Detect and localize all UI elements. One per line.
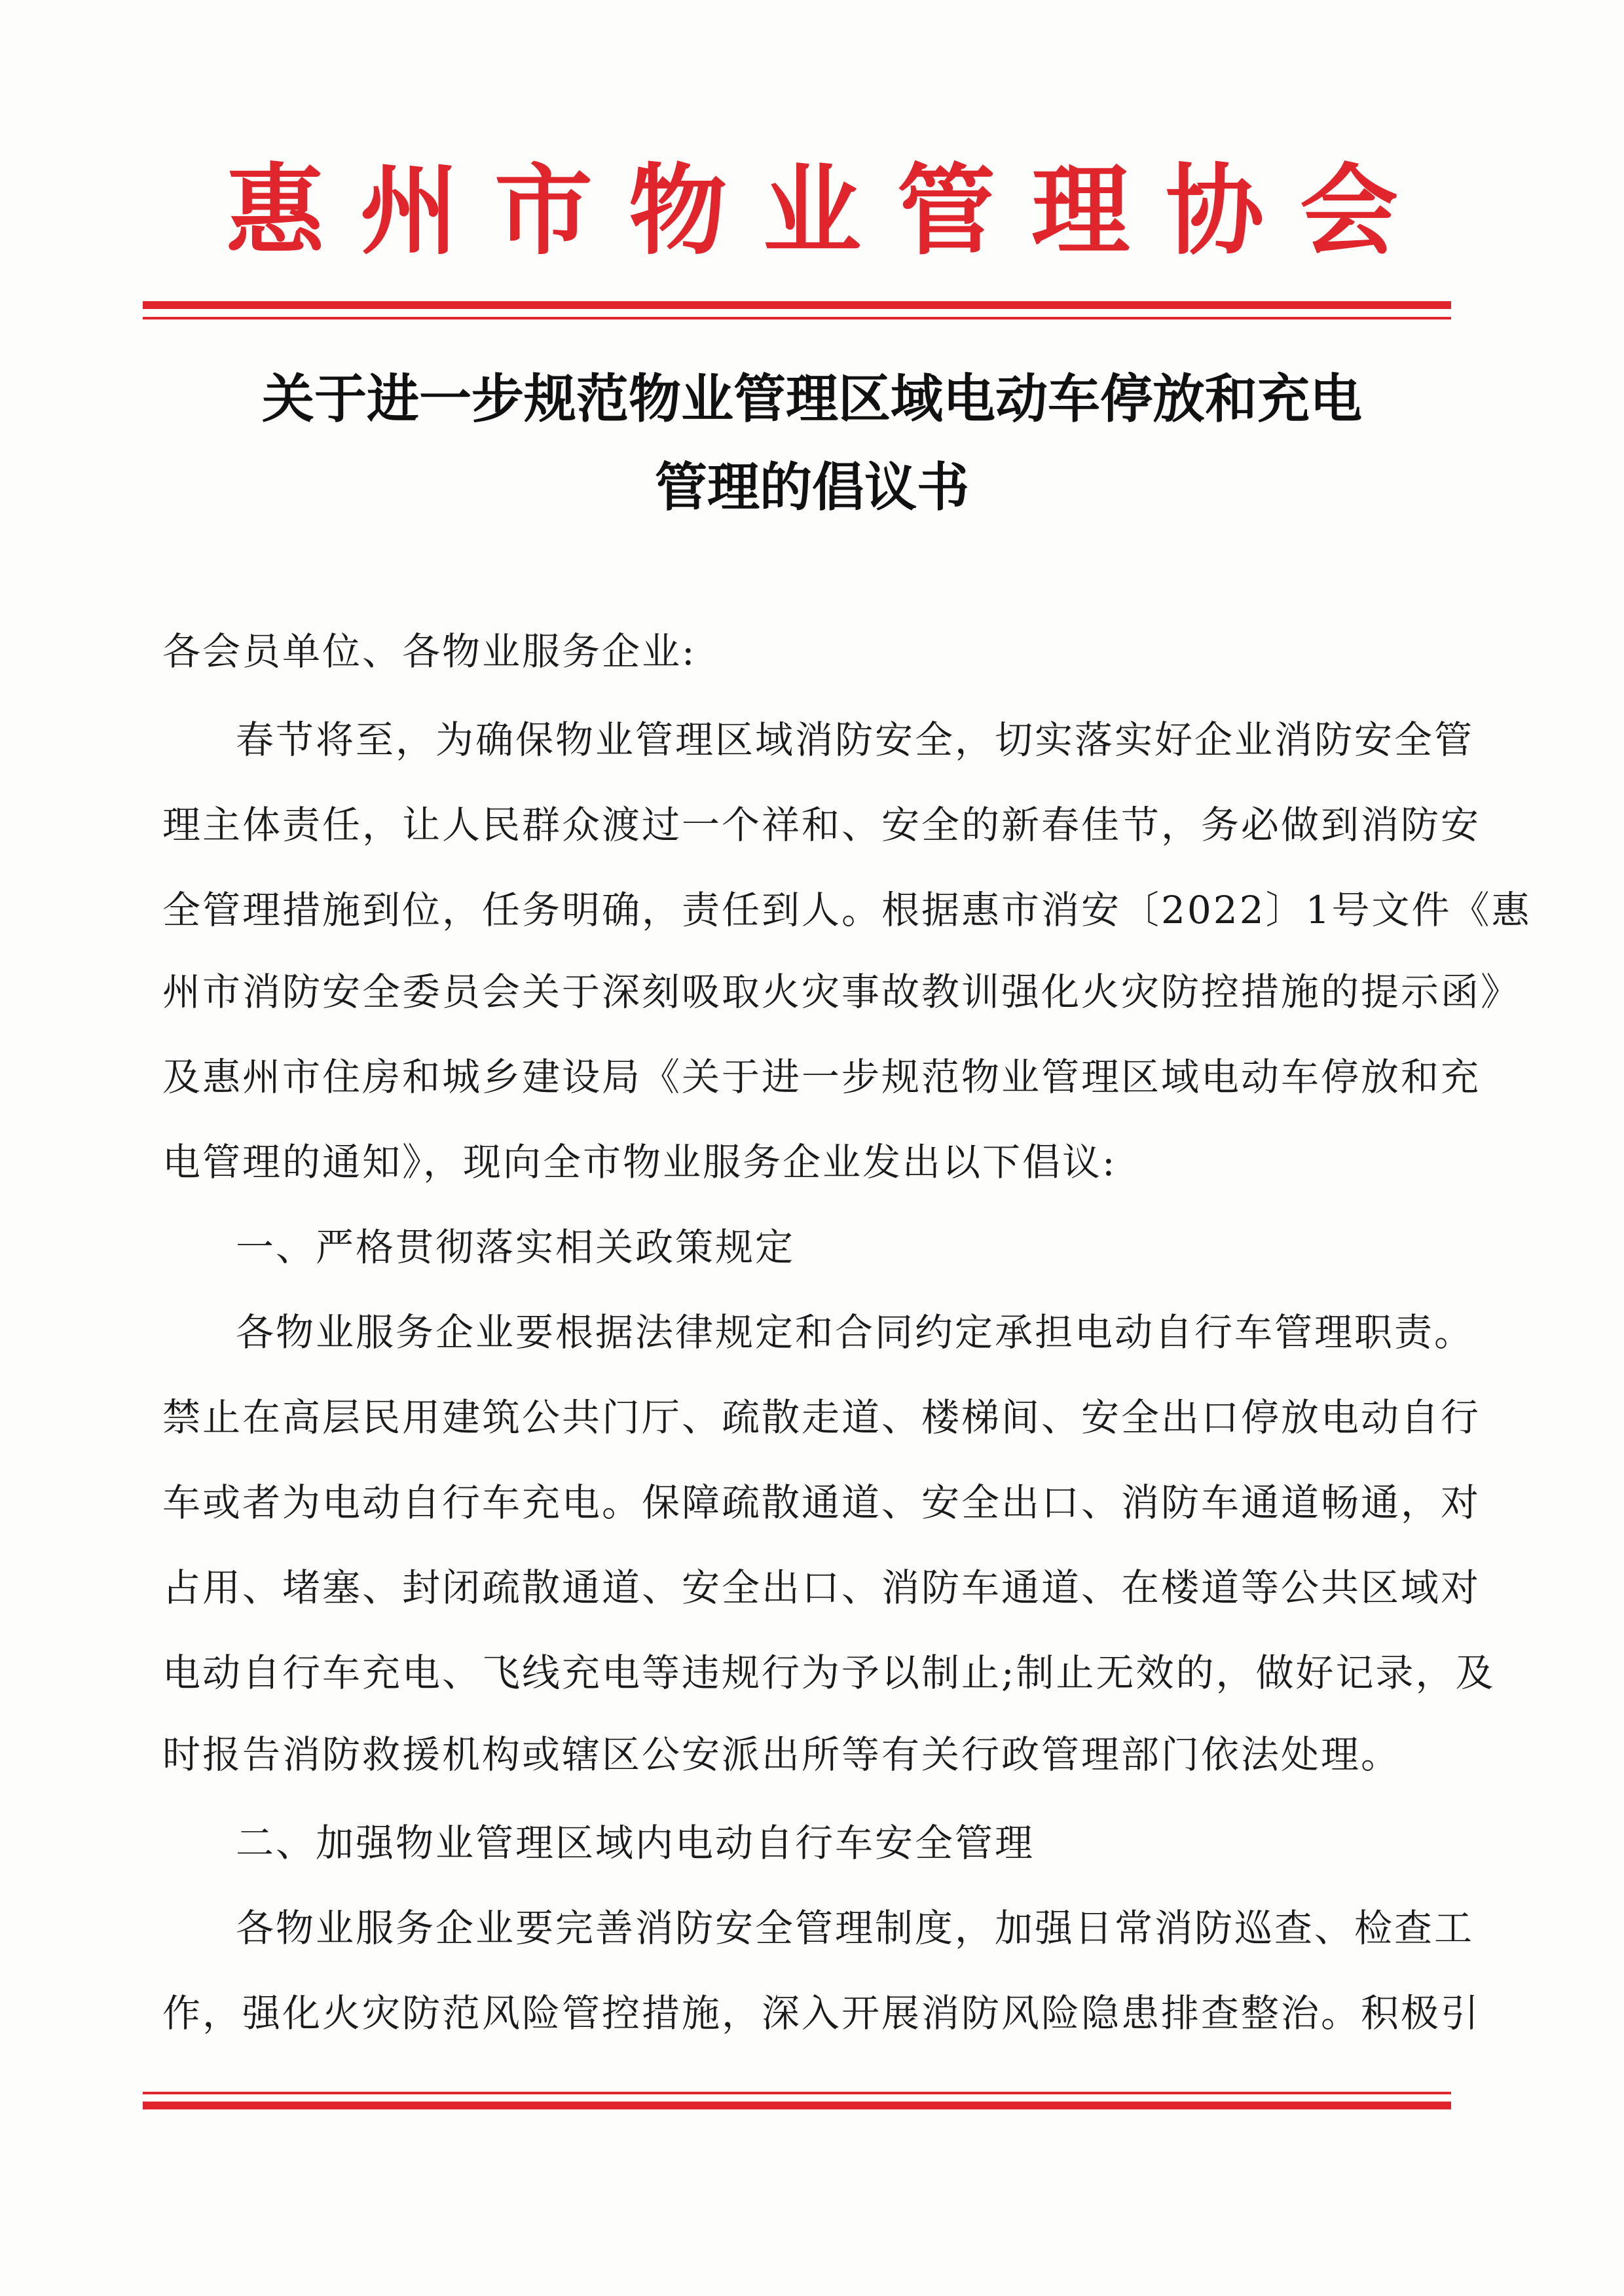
- paragraph-line: 及惠州市住房和城乡建设局《关于进一步规范物业管理区域电动车停放和充: [162, 1055, 1481, 1099]
- section-heading-1: 一、严格贯彻落实相关政策规定: [236, 1225, 796, 1269]
- paragraph-line: 时报告消防救援机构或辖区公安派出所等有关行政管理部门依法处理。: [162, 1732, 1401, 1777]
- paragraph-line: 春节将至，为确保物业管理区域消防安全，切实落实好企业消防安全管: [236, 718, 1475, 762]
- paragraph-line: 车或者为电动自行车充电。保障疏散通道、安全出口、消防车通道畅通，对: [162, 1480, 1481, 1525]
- paragraph-line: 理主体责任，让人民群众渡过一个祥和、安全的新春佳节，务必做到消防安: [162, 803, 1481, 847]
- letterhead-org-name: 惠州市物业管理协会: [225, 153, 1434, 268]
- section-heading-2: 二、加强物业管理区域内电动自行车安全管理: [236, 1821, 1035, 1865]
- document-title-line-2: 管理的倡议书: [655, 457, 969, 518]
- footer-rule-thin: [143, 2092, 1451, 2094]
- document-title-line-1: 关于进一步规范物业管理区域电动车停放和充电: [262, 369, 1362, 429]
- paragraph-line: 占用、堵塞、封闭疏散通道、安全出口、消防车通道、在楼道等公共区域对: [162, 1565, 1481, 1610]
- footer-rule-thick: [143, 2102, 1451, 2109]
- paragraph-line: 各物业服务企业要根据法律规定和合同约定承担电动自行车管理职责。: [236, 1310, 1475, 1355]
- paragraph-line: 电管理的通知》，现向全市物业服务企业发出以下倡议:: [162, 1140, 1117, 1184]
- paragraph-line: 作，强化火灾防范风险管控措施，深入开展消防风险隐患排查整治。积极引: [162, 1991, 1481, 2035]
- paragraph-line: 禁止在高层民用建筑公共门厅、疏散走道、楼梯间、安全出口停放电动自行: [162, 1395, 1481, 1440]
- paragraph-line: 全管理措施到位，任务明确，责任到人。根据惠市消安〔2022〕1号文件《惠: [162, 888, 1532, 932]
- salutation: 各会员单位、各物业服务企业:: [162, 629, 697, 674]
- letterhead-rule-thick: [143, 301, 1451, 309]
- paragraph-line: 电动自行车充电、飞线充电等违规行为予以制止;制止无效的，做好记录，及: [162, 1650, 1496, 1695]
- letterhead-rule-thin: [143, 317, 1451, 319]
- paragraph-line: 各物业服务企业要完善消防安全管理制度，加强日常消防巡查、检查工: [236, 1906, 1475, 1950]
- paragraph-line: 州市消防安全委员会关于深刻吸取火灾事故教训强化火灾防控措施的提示函》: [162, 970, 1521, 1014]
